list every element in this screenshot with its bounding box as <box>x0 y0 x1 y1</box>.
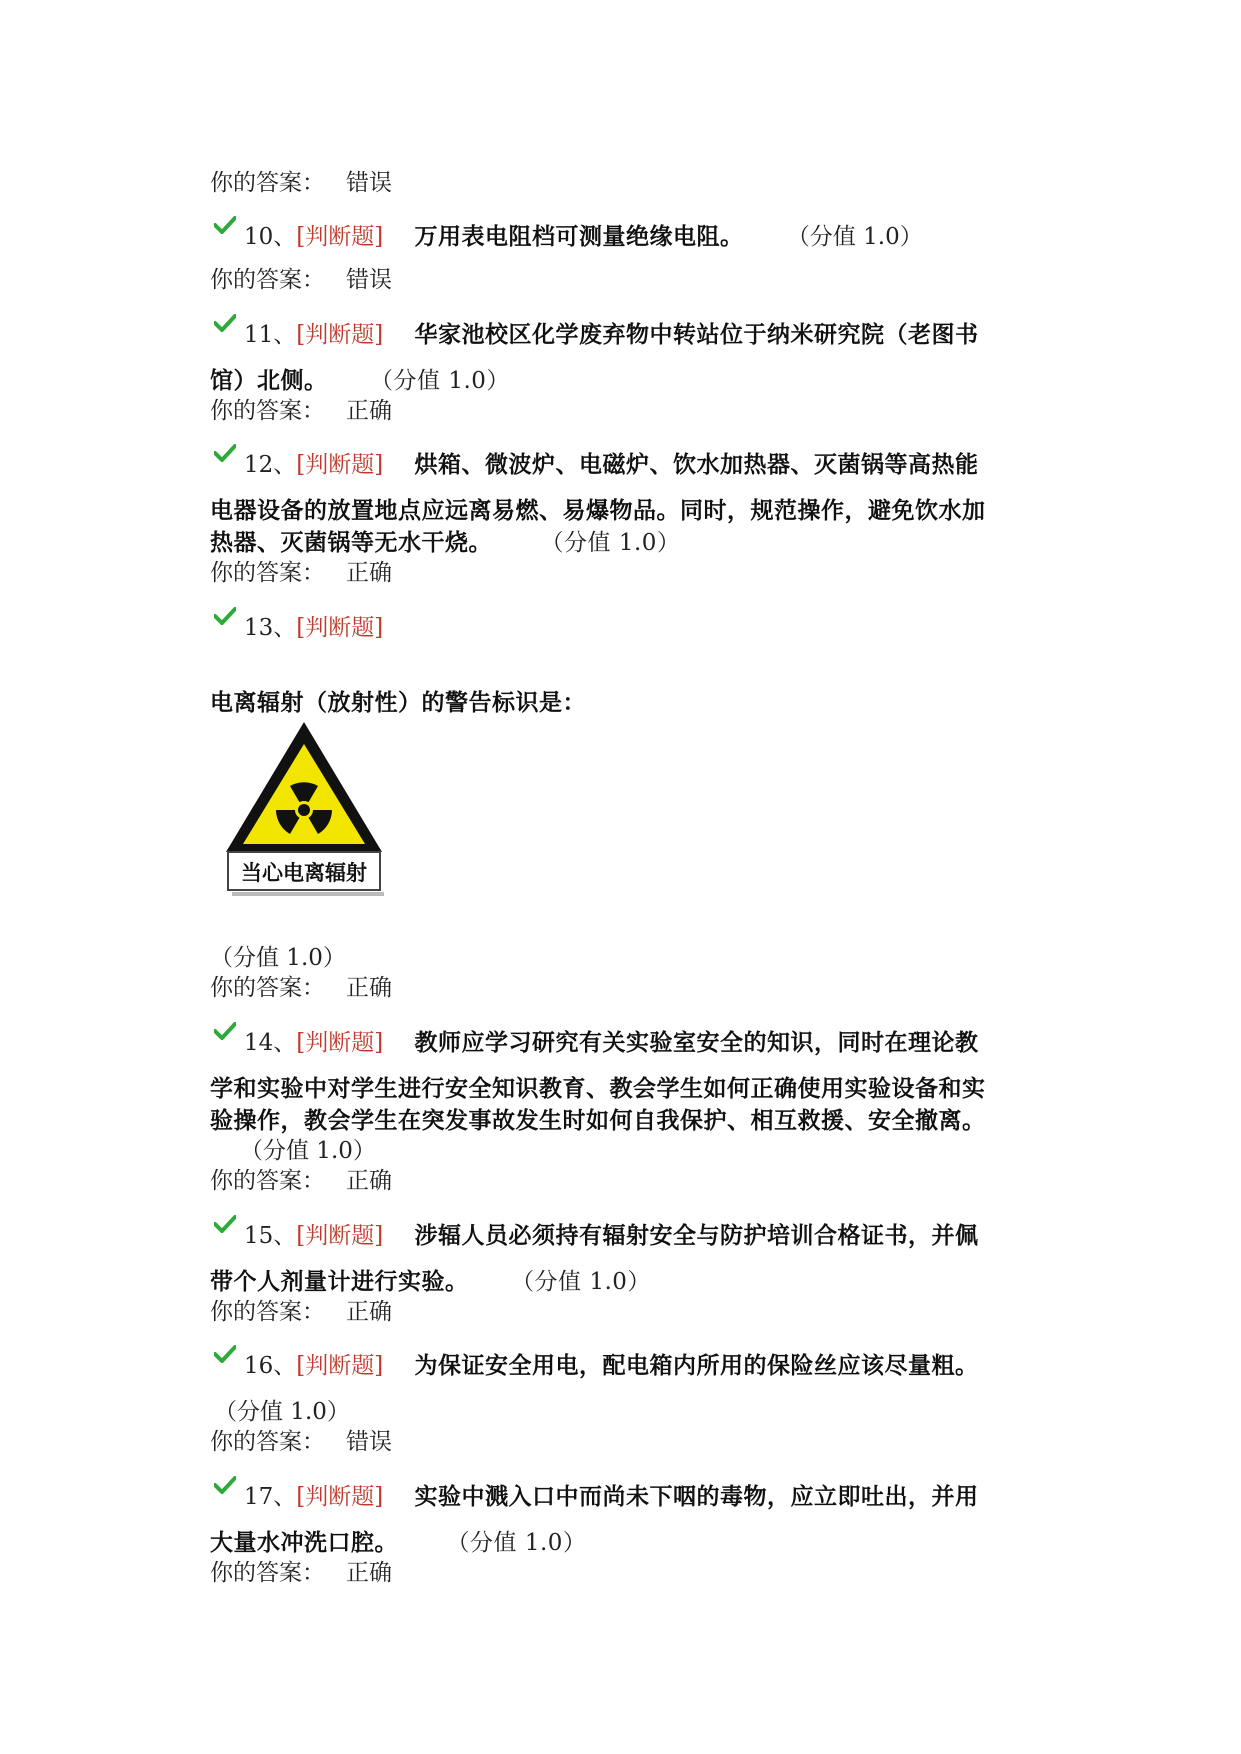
question-type: [判断题] <box>296 224 384 250</box>
question-number: 16、 <box>244 1353 297 1379</box>
answer-row-9 <box>210 164 392 197</box>
answer-row-17 <box>210 1554 392 1587</box>
question-12-cont-1 <box>210 492 986 525</box>
question-score: （分值 1.0） <box>210 945 346 971</box>
question-16 <box>244 1347 979 1380</box>
question-11 <box>244 316 979 349</box>
answer-label: 你的答案： <box>210 170 325 196</box>
check-icon <box>214 607 236 625</box>
question-text: 实验中溅入口中而尚未下咽的毒物，应立即吐出，并用 <box>414 1483 979 1510</box>
question-15 <box>244 1217 979 1250</box>
question-number: 13、 <box>244 615 297 641</box>
question-text: 为保证安全用电，配电箱内所用的保险丝应该尽量粗。 <box>414 1352 979 1379</box>
question-type: [判断题] <box>296 1353 384 1379</box>
question-14-score <box>240 1132 376 1165</box>
question-type: [判断题] <box>296 615 384 641</box>
question-text: 热器、灭菌锅等无水干烧。 <box>210 529 492 556</box>
check-icon <box>214 1215 236 1233</box>
answer-value: 正确 <box>346 975 392 1001</box>
question-text: 电离辐射（放射性）的警告标识是： <box>210 689 586 716</box>
question-score: （分值 1.0） <box>370 368 510 394</box>
question-type: [判断题] <box>296 1484 384 1510</box>
answer-label: 你的答案： <box>210 560 325 586</box>
question-15-cont <box>210 1263 651 1296</box>
question-number: 12、 <box>244 452 297 478</box>
radiation-warning-sign <box>226 722 392 900</box>
check-icon <box>214 314 236 332</box>
question-score: （分值 1.0） <box>446 1530 587 1556</box>
question-text: 验操作，教会学生在突发事故发生时如何自我保护、相互救援、安全撤离。 <box>210 1107 986 1134</box>
answer-row-15 <box>210 1293 392 1326</box>
question-14 <box>244 1024 979 1057</box>
answer-label: 你的答案： <box>210 1168 325 1194</box>
answer-value: 正确 <box>346 1299 392 1325</box>
question-score: （分值 1.0） <box>786 224 923 250</box>
question-type: [判断题] <box>296 452 384 478</box>
check-icon <box>214 1476 236 1494</box>
question-text: 学和实验中对学生进行安全知识教育、教会学生如何正确使用实验设备和实 <box>210 1075 986 1102</box>
question-11-cont <box>210 362 510 395</box>
answer-label: 你的答案： <box>210 1560 325 1586</box>
answer-row-14 <box>210 1162 392 1195</box>
answer-row-11 <box>210 392 392 425</box>
question-text: 电器设备的放置地点应远离易燃、易爆物品。同时，规范操作，避免饮水加 <box>210 497 986 524</box>
question-type: [判断题] <box>296 1030 384 1056</box>
question-score: （分值 1.0） <box>540 530 681 556</box>
question-number: 15、 <box>244 1223 297 1249</box>
question-13 <box>244 609 383 642</box>
answer-value: 正确 <box>346 398 392 424</box>
check-icon <box>214 1022 236 1040</box>
question-16-score <box>214 1393 350 1426</box>
question-score: （分值 1.0） <box>214 1399 350 1425</box>
answer-label: 你的答案： <box>210 975 325 1001</box>
check-icon <box>214 216 236 234</box>
question-number: 14、 <box>244 1030 297 1056</box>
question-17-cont <box>210 1524 586 1557</box>
question-text: 教师应学习研究有关实验室安全的知识，同时在理论教 <box>414 1029 979 1056</box>
question-12 <box>244 446 979 479</box>
question-13-score <box>210 939 346 972</box>
answer-label: 你的答案： <box>210 267 325 293</box>
question-text: 涉辐人员必须持有辐射安全与防护培训合格证书，并佩 <box>414 1222 979 1249</box>
answer-row-16 <box>210 1423 392 1456</box>
question-text: 万用表电阻档可测量绝缘电阻。 <box>414 223 744 250</box>
answer-label: 你的答案： <box>210 1299 325 1325</box>
answer-label: 你的答案： <box>210 398 325 424</box>
question-number: 17、 <box>244 1484 297 1510</box>
question-number: 11、 <box>244 322 297 348</box>
question-text: 烘箱、微波炉、电磁炉、饮水加热器、灭菌锅等高热能 <box>414 451 979 478</box>
answer-value: 正确 <box>346 1560 392 1586</box>
answer-value: 错误 <box>346 267 392 293</box>
question-score: （分值 1.0） <box>511 1269 651 1295</box>
answer-value: 错误 <box>346 170 392 196</box>
question-text: 馆）北侧。 <box>210 367 328 394</box>
question-13-text <box>210 684 586 717</box>
question-text: 大量水冲洗口腔。 <box>210 1529 398 1556</box>
answer-label: 你的答案： <box>210 1429 325 1455</box>
question-type: [判断题] <box>296 1223 384 1249</box>
question-17 <box>244 1478 979 1511</box>
radiation-icon <box>226 722 392 900</box>
question-14-cont-1 <box>210 1070 986 1103</box>
answer-row-13 <box>210 969 392 1002</box>
question-score: （分值 1.0） <box>240 1138 376 1164</box>
question-10 <box>244 218 923 251</box>
answer-value: 错误 <box>346 1429 392 1455</box>
check-icon <box>214 444 236 462</box>
question-number: 10、 <box>244 224 297 250</box>
question-text: 华家池校区化学废弃物中转站位于纳米研究院（老图书 <box>414 321 979 348</box>
question-12-cont-2 <box>210 524 680 557</box>
check-icon <box>214 1345 236 1363</box>
answer-value: 正确 <box>346 1168 392 1194</box>
answer-value: 正确 <box>346 560 392 586</box>
answer-row-10 <box>210 261 392 294</box>
question-type: [判断题] <box>296 322 384 348</box>
answer-row-12 <box>210 554 392 587</box>
sign-caption: 当心电离辐射 <box>241 861 367 885</box>
question-14-cont-2 <box>210 1102 986 1135</box>
question-text: 带个人剂量计进行实验。 <box>210 1268 469 1295</box>
